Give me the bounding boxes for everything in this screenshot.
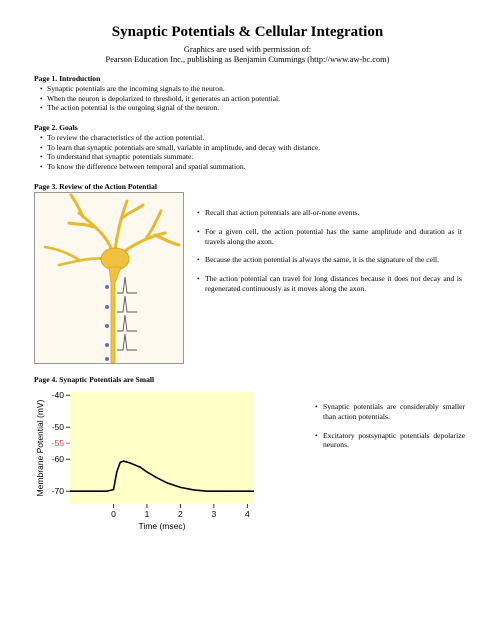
list-item: • Excitatory postsynaptic potentials depolarize neurons. [315, 431, 465, 451]
x-axis-label: Time (msec) [138, 521, 186, 531]
list-item: • When the neuron is depolarized to threshold, it generates an action potential. [40, 94, 280, 104]
list-item: • Synaptic potentials are considerably smaller than action potentials. [315, 402, 465, 422]
neuron-illustration [34, 192, 184, 364]
list-item: • For a given cell, the action potential has the same amplitude and duration as it travels along the axon. [197, 227, 462, 247]
list-item: • Synaptic potentials are the incoming signals to the neuron. [40, 84, 280, 94]
page3-heading: Page 3. Review of the Action Potential [34, 182, 157, 191]
list-item: • To understand that synaptic potentials summate. [40, 152, 320, 162]
neuron-drawing [35, 193, 183, 363]
list-item: • Because the action potential is always the same, it is the signature of the cell. [197, 255, 462, 265]
axon [109, 267, 121, 363]
x-tick-label: 1 [144, 509, 150, 519]
x-tick-label: 3 [211, 509, 217, 519]
y-tick-label: -55 [51, 438, 64, 449]
page4-heading: Page 4. Synaptic Potentials are Small [34, 375, 155, 384]
page2-bullets [40, 133, 320, 171]
y-tick-label: -40 [51, 390, 64, 401]
y-ticks [52, 390, 70, 496]
x-tick-label: 4 [244, 509, 250, 519]
y-axis-label: Membrane Potential (mV) [35, 399, 45, 497]
list-item: • Recall that action potentials are all-or-none events. [197, 208, 462, 218]
y-tick-label: -70 [51, 486, 64, 497]
page2-heading: Page 2. Goals [34, 123, 78, 132]
credit-line-1: Graphics are used with permission of: [183, 45, 312, 54]
x-tick-label: 2 [178, 509, 183, 519]
list-item: • The action potential can travel for long distances because it does not decay and is regenerated continuously as it moves along the axon. [197, 274, 462, 294]
page1-bullets [40, 84, 280, 113]
y-tick-label: -60 [51, 454, 64, 465]
x-tick-label: 0 [111, 509, 116, 519]
list-item: • To know the difference between temporal and spatial summation. [40, 162, 320, 172]
x-ticks [111, 504, 250, 519]
y-tick-label: -50 [51, 422, 64, 433]
page3-bullets [197, 208, 462, 303]
list-item: • To learn that synaptic potentials are small, variable in amplitude, and decay with distance. [40, 143, 320, 153]
list-item: • The action potential is the outgoing signal of the neuron. [40, 103, 280, 113]
plot-area [70, 392, 254, 504]
credit-line-2: Pearson Education Inc., publishing as Benjamin Cummings (http://www.aw-bc.com) [105, 55, 390, 64]
epsp-chart-svg [34, 388, 258, 540]
epsp-chart [34, 388, 258, 540]
page-title: Synaptic Potentials & Cellular Integration [111, 24, 384, 40]
page4-bullets [315, 402, 465, 459]
list-item: • To review the characteristics of the action potential. [40, 133, 320, 143]
page1-heading: Page 1. Introduction [34, 74, 101, 83]
